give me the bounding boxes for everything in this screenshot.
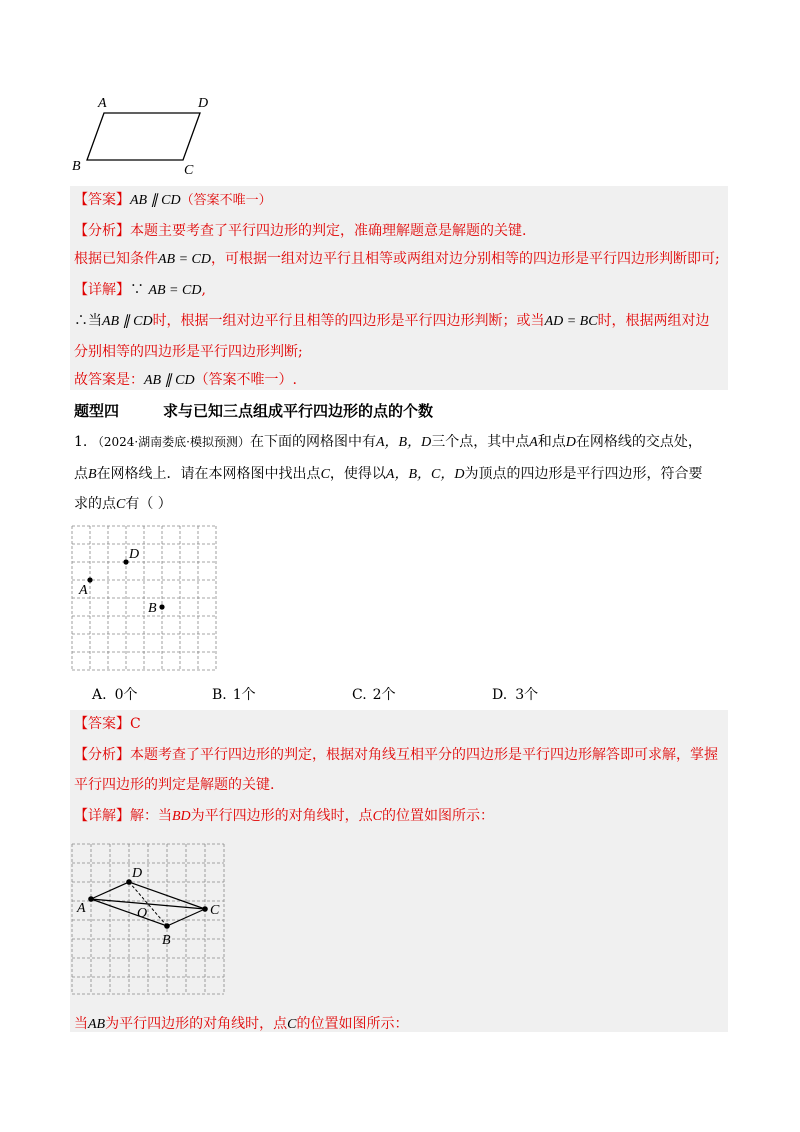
label-c: C — [184, 163, 194, 178]
detail-line-5 — [74, 806, 494, 827]
option-d[interactable] — [492, 684, 538, 704]
detail-text: 解：当 — [130, 808, 172, 824]
detail-point-c: C — [372, 809, 383, 824]
point-b — [159, 604, 164, 609]
answer-note: （答案不唯一） — [180, 193, 272, 208]
section-label: 题型四 — [74, 402, 120, 420]
question-line-3 — [74, 494, 172, 515]
point-d — [126, 879, 132, 885]
analysis-line-2 — [74, 249, 720, 270]
label-b: B — [162, 933, 171, 948]
q-text: 和点 — [537, 434, 566, 450]
line3-expr: AB = CD — [158, 252, 211, 267]
line5-c: 时，根据两组对边 — [597, 313, 710, 329]
detail-expr: AB — [88, 1017, 106, 1032]
detail-line-1 — [74, 280, 206, 301]
q-text: 三个点，其中点 — [431, 434, 530, 450]
line5-b: 时，根据一组对边平行且相等的四边形是平行四边形判断；或当 — [152, 313, 545, 329]
line6: 分别相等的四边形是平行四边形判断; — [74, 344, 303, 360]
point-a — [88, 896, 94, 902]
option-value: 0个 — [114, 687, 138, 703]
label-d: D — [198, 96, 209, 111]
section-heading — [74, 400, 433, 421]
detail-text: 为平行四边形的对角线时，点 — [190, 808, 373, 824]
q-points: A，B，C，D — [385, 467, 465, 482]
analysis-line-1 — [74, 221, 526, 241]
detail-text: 的位置如图所示： — [296, 1016, 409, 1032]
detail-line-3 — [74, 342, 303, 362]
line3-b: ，可根据一组对边平行且相等或两组对边分别相等的四边形是平行四边形判断即可; — [211, 251, 720, 267]
question-number: 1. — [74, 434, 88, 450]
line5-expr2: AD = BC — [544, 314, 598, 329]
line7-b: （答案不唯一）. — [194, 372, 298, 388]
q-text: 在网格线上．请在本网格图中找出点 — [96, 466, 321, 482]
label-a: A — [77, 901, 86, 916]
option-value: 3个 — [515, 687, 539, 703]
detail-line-6 — [74, 1014, 408, 1035]
detail-end: , — [201, 282, 206, 298]
label-b: B — [148, 601, 157, 616]
detail-line-4 — [74, 370, 297, 391]
detail-point-c: C — [287, 1017, 297, 1032]
answer-tag: 【答案】 — [74, 192, 130, 208]
option-letter: C. — [352, 687, 367, 703]
q-text: 点 — [74, 466, 88, 482]
section-title: 求与已知三点组成平行四边形的点的个数 — [163, 402, 434, 420]
q-point-b: B — [88, 467, 97, 482]
grid-figure-2 — [70, 840, 228, 996]
q-point-a: A — [529, 435, 538, 450]
answer-value: C — [130, 716, 141, 732]
analysis-tag: 【分析】 — [74, 223, 130, 239]
answer-tag: 【答案】 — [74, 716, 130, 732]
line5-a: ∴当 — [74, 313, 102, 329]
analysis-text: 本题主要考查了平行四边形的判定，准确理解题意是解题的关键. — [130, 223, 527, 239]
analysis-line-3 — [74, 745, 718, 765]
question-source: （2024·湖南娄底·模拟预测） — [91, 435, 250, 449]
detail-text: 的位置如图所示： — [382, 808, 495, 824]
option-b[interactable] — [212, 684, 256, 704]
line3-a: 根据已知条件 — [74, 251, 158, 267]
q-text: 为顶点的四边形是平行四边形，符合要 — [464, 466, 703, 482]
option-letter: D. — [492, 687, 508, 703]
answer-line-1 — [74, 190, 272, 211]
q-text: 有（ ） — [125, 496, 172, 512]
line5-expr1: AB ∥ CD — [102, 314, 153, 329]
label-d: D — [132, 866, 143, 881]
parallelogram-shape — [87, 113, 200, 160]
point-d — [123, 559, 128, 564]
parallelogram-figure — [60, 90, 230, 180]
detail-text: 当 — [74, 1016, 88, 1032]
option-c[interactable] — [352, 684, 396, 704]
answer-line-2 — [74, 714, 141, 734]
line7-a: 故答案是： — [74, 372, 144, 388]
detail-expr: AB = CD — [148, 283, 202, 298]
label-b: B — [72, 159, 81, 174]
option-value: 1个 — [232, 687, 256, 703]
question-line-1 — [74, 432, 702, 453]
detail-text: 为平行四边形的对角线时，点 — [105, 1016, 288, 1032]
q-text: 在网格线的交点处， — [575, 434, 702, 450]
q-point-c: C — [320, 467, 330, 482]
line7-expr: AB ∥ CD — [144, 373, 195, 388]
q-text: 求的点 — [74, 496, 116, 512]
detail-expr: BD — [172, 809, 191, 824]
q-text: ，使得以 — [329, 466, 386, 482]
analysis-line-4 — [74, 775, 274, 795]
label-d: D — [129, 547, 140, 562]
q-text: 在下面的网格图中有 — [249, 434, 376, 450]
analysis-text: 本题考查了平行四边形的判定，根据对角线互相平分的四边形是平行四边形解答即可求解，掌握 — [130, 747, 718, 763]
detail-tag: 【详解】 — [74, 808, 130, 824]
option-letter: A. — [92, 687, 107, 703]
option-value: 2个 — [372, 687, 396, 703]
detail-because: ∵ — [130, 282, 144, 298]
grid-figure-1 — [70, 524, 222, 672]
q-points: A，B，D — [375, 435, 432, 450]
analysis-text-2: 平行四边形的判定是解题的关键. — [74, 777, 275, 793]
label-a: A — [98, 96, 107, 111]
analysis-tag: 【分析】 — [74, 747, 130, 763]
q-point-d: D — [565, 435, 576, 450]
detail-tag: 【详解】 — [74, 282, 130, 298]
label-o: O — [137, 906, 148, 921]
answer-expr: AB ∥ CD — [130, 193, 181, 208]
point-b — [164, 923, 170, 929]
question-line-2 — [74, 464, 702, 485]
option-letter: B. — [212, 687, 227, 703]
point-a — [87, 577, 92, 582]
label-a: A — [79, 583, 88, 598]
option-a[interactable] — [92, 684, 137, 704]
label-c: C — [210, 903, 220, 918]
q-point-c: C — [116, 497, 126, 512]
detail-line-2 — [74, 311, 710, 332]
point-c — [202, 906, 208, 912]
